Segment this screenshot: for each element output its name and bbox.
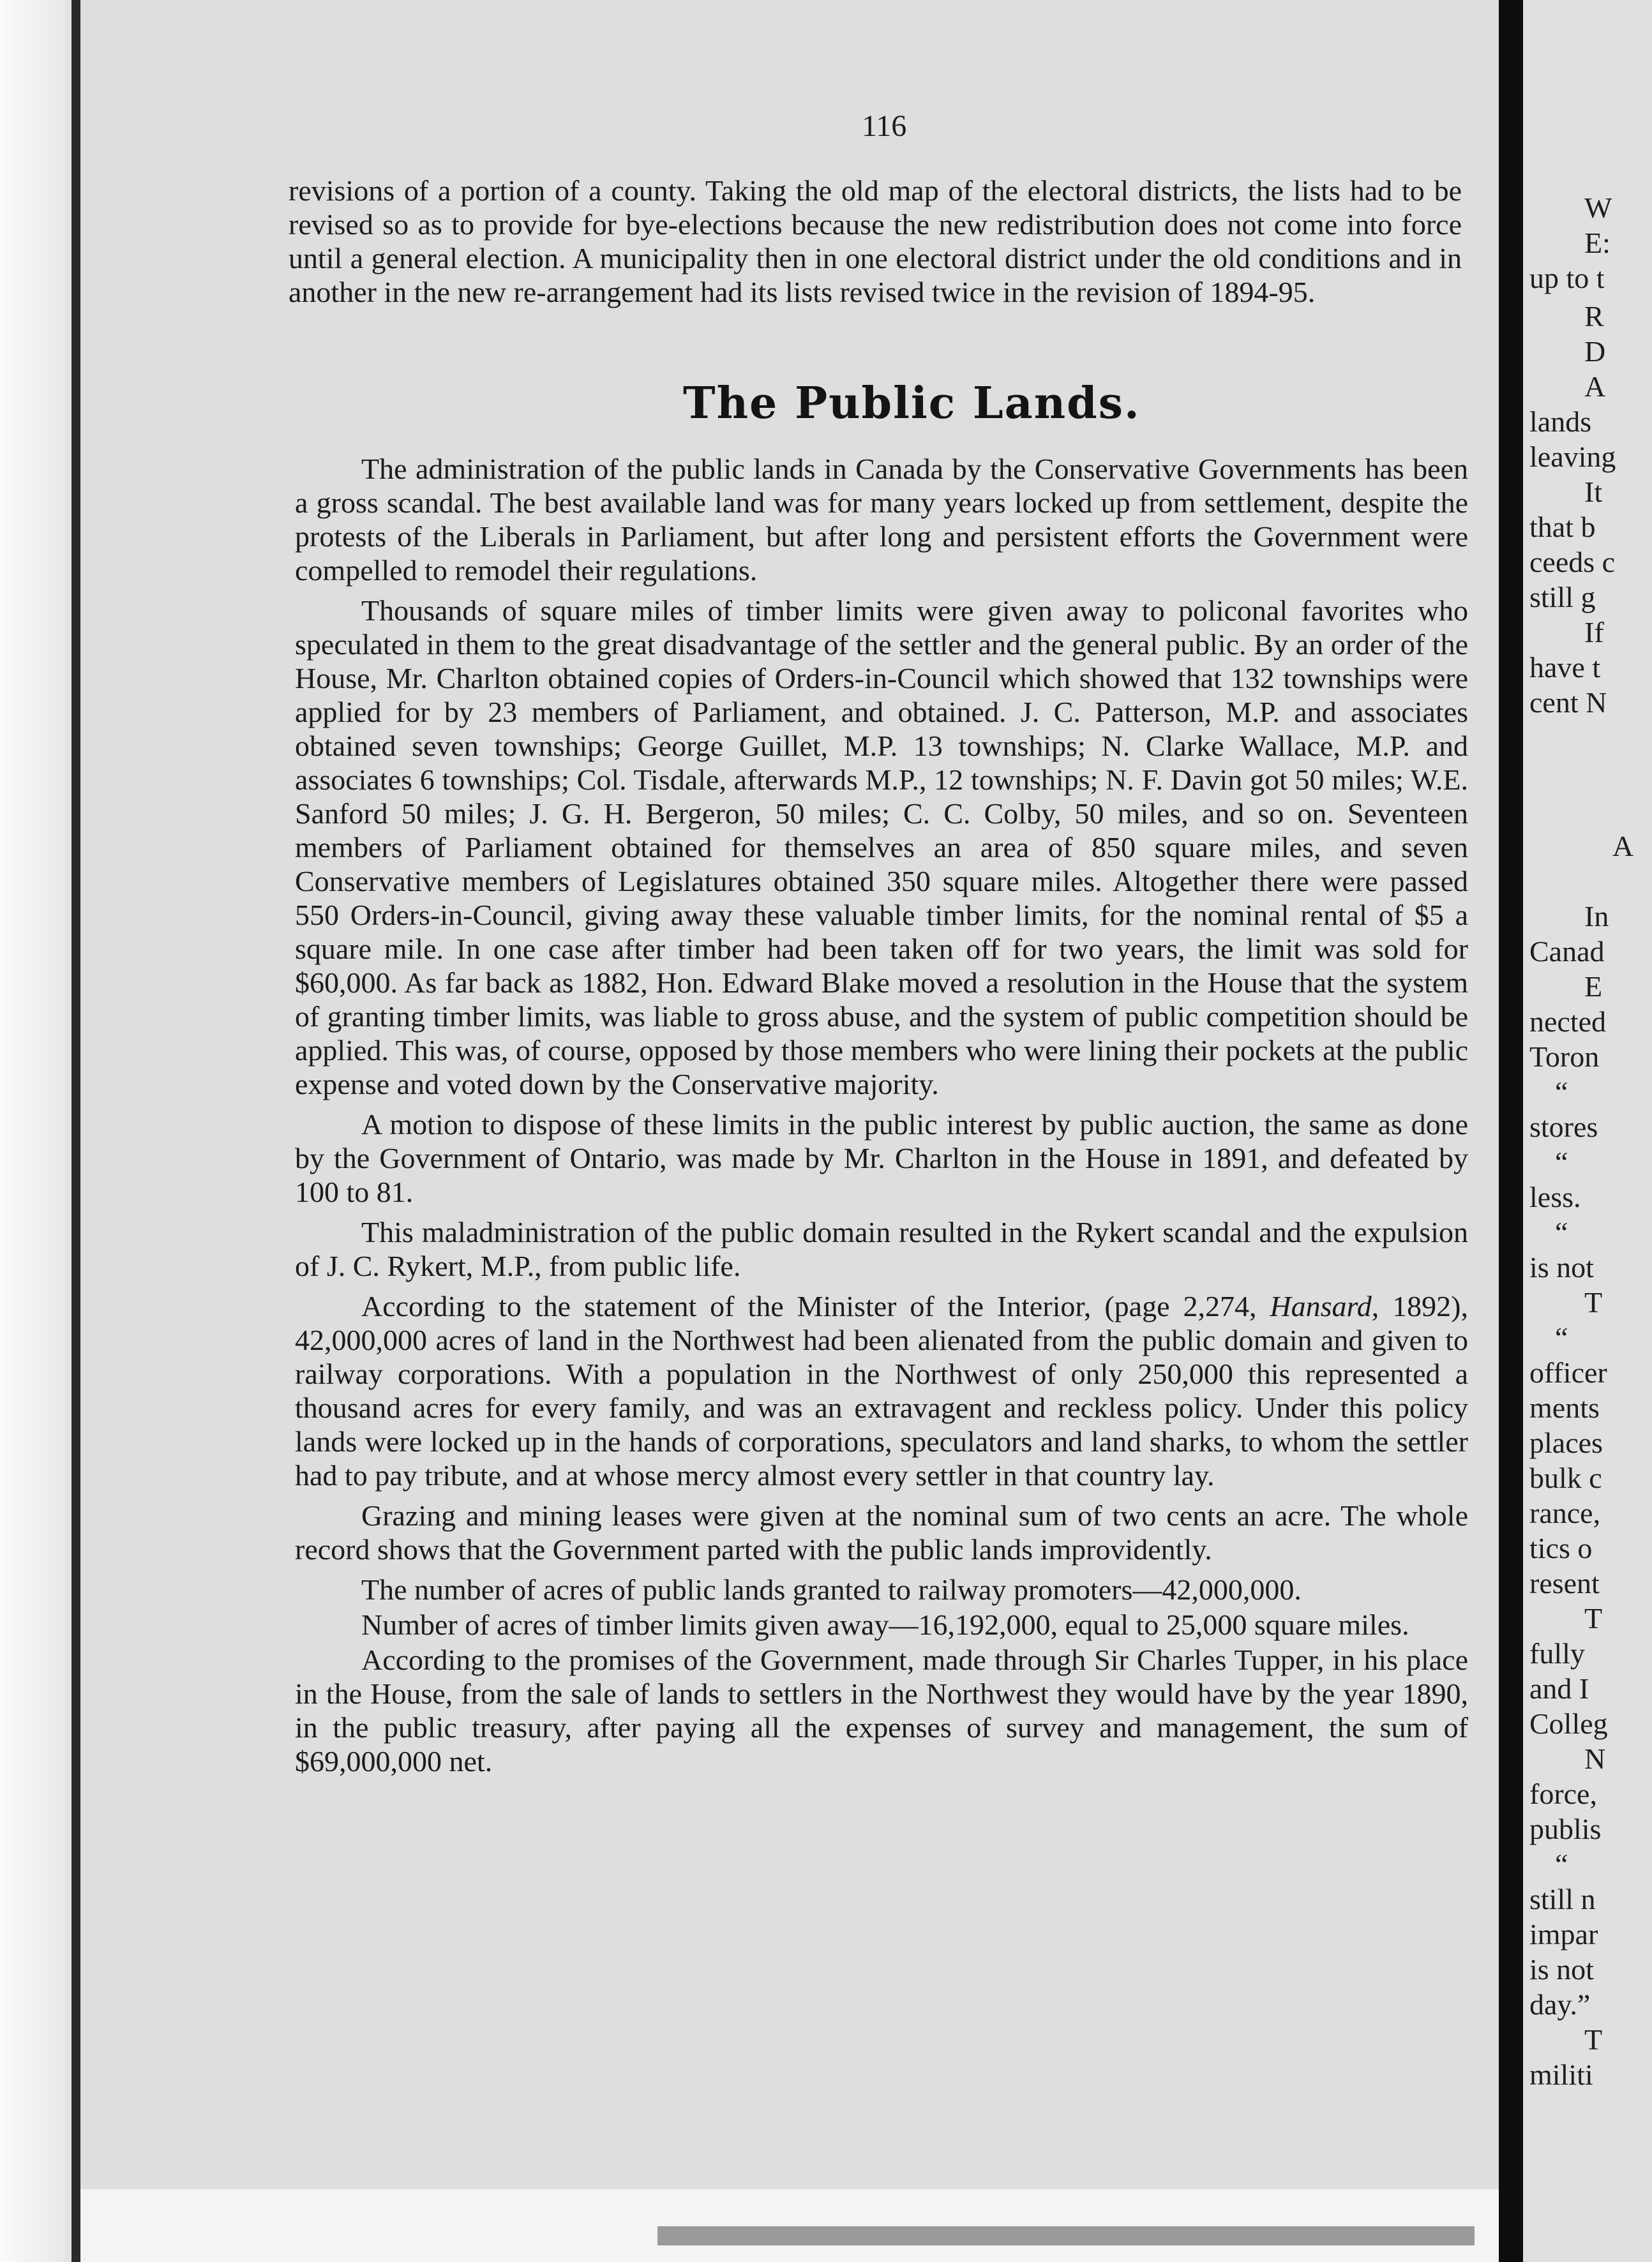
left-binding-shadow <box>71 0 80 2262</box>
right-page-text-fragment: is not <box>1529 1251 1594 1284</box>
right-page-text-fragment: leaving <box>1529 440 1616 473</box>
right-page-text-fragment: “ <box>1555 1216 1568 1248</box>
paragraph: A motion to dispose of these limits in the public interest by public auction, the same as done by the Government of Ontario, was made by Mr. Charlton in the House in 1891, and defeated by 100 to 81. <box>295 1108 1468 1208</box>
right-page-text-fragment: D <box>1584 335 1606 368</box>
center-gutter <box>1499 0 1523 2262</box>
right-page-text-fragment: T <box>1584 1602 1603 1635</box>
right-page-fragment <box>1523 0 1652 2262</box>
right-page-text-fragment: day.” <box>1529 1988 1591 2021</box>
page-number: 116 <box>862 109 907 143</box>
right-page-text-fragment: less. <box>1529 1181 1581 1213</box>
right-page-text-fragment: still g <box>1529 581 1596 613</box>
right-page-text-fragment: N <box>1584 1742 1606 1775</box>
right-page-text-fragment: bulk c <box>1529 1462 1602 1494</box>
right-page-text-fragment: T <box>1584 1286 1603 1319</box>
paragraph: Number of acres of timber limits given away—16,192,000, equal to 25,000 square miles. <box>361 1608 1409 1641</box>
paragraph: The number of acres of public lands granted to railway promoters—42,000,000. <box>361 1573 1302 1606</box>
right-page-text-fragment: ceeds c <box>1529 546 1616 578</box>
right-page-text-fragment: officer <box>1529 1356 1607 1389</box>
paragraph: Grazing and mining leases were given at the nominal sum of two cents an acre. The whole record shows that the Government parted with the public lands improvidently. <box>295 1499 1468 1566</box>
right-page-text-fragment: E: <box>1584 227 1611 259</box>
right-page-text-fragment: A <box>1612 830 1634 862</box>
right-page-text-fragment: If <box>1584 616 1604 648</box>
bottom-margin <box>80 2189 1499 2262</box>
right-page-text-fragment: T <box>1584 2023 1603 2056</box>
right-page-text-fragment: still n <box>1529 1883 1596 1915</box>
right-page-text-fragment: publis <box>1529 1813 1602 1845</box>
paragraph-interior <box>295 1289 1468 1492</box>
right-page-text-fragment: have t <box>1529 651 1601 684</box>
paragraph: Thousands of square miles of timber limits were given away to policonal favorites who speculated in them to the great disadvantage of the settler and the general public. By an order of the House, Mr. Charlton obtained copies of Orders-in-Council which showed that 132 townships were applied for by 23 members of Parliament, and obtained. J. C. Patterson, M.P. and associates obtained seven townships; George Guillet, M.P. 13 townships; N. Clarke Wallace, M.P. and associates 6 townships; Col. Tisdale, afterwards M.P., 12 townships; N. F. Davin got 50 miles; W.E. Sanford 50 miles; J. G. H. Bergeron, 50 miles; C. C. Colby, 50 miles, and so on. Seventeen members of Parliament obtained for themselves an area of 850 square miles, and seven Conservative members of Legislatures obtained 350 square miles. Altogether there were passed 550 Orders-in-Council, giving away these valuable timber limits, for the nominal rental of $5 a square mile. In one case after timber had been taken off for two years, the limit was sold for $60,000. As far back as 1882, Hon. Edward Blake moved a resolution in the House that the system of granting timber limits, was liable to gross abuse, and the system of public competition should be applied. This was, of course, opposed by those members who were lining their pockets at the public expense and voted down by the Conservative majority. <box>295 594 1468 1100</box>
right-page-text-fragment: fully <box>1529 1637 1585 1670</box>
right-page-text-fragment: force, <box>1529 1778 1597 1810</box>
right-page-text-fragment: Toron <box>1529 1040 1600 1073</box>
right-page-text-fragment: “ <box>1555 1146 1568 1178</box>
right-page-text-fragment: “ <box>1555 1848 1568 1880</box>
right-page-text-fragment: In <box>1584 900 1609 933</box>
right-page-text-fragment: E <box>1584 970 1603 1003</box>
intro-text: revisions of a portion of a county. Taking the old map of the electoral districts, the lists had to be revised so as to provide for bye-elections because the new redistribution does not come into force until a general election. A municipality then in one electoral district under the old conditions and in another in the new re-arrangement had its lists revised twice in the revision of 1894-95. <box>289 174 1462 308</box>
right-page-text-fragment: W <box>1584 191 1612 224</box>
right-page-text-fragment: militi <box>1529 2058 1593 2091</box>
right-page-text-fragment: and I <box>1529 1672 1589 1705</box>
interior-text-before: According to the statement of the Minister of the Interior, (page 2,274, <box>361 1290 1270 1322</box>
right-page-text-fragment: nected <box>1529 1005 1607 1038</box>
right-page-text-fragment: that b <box>1529 511 1596 543</box>
right-page-text-fragment: ments <box>1529 1391 1600 1424</box>
paragraph: This maladministration of the public domain resulted in the Rykert scandal and the expulsion of J. C. Rykert, M.P., from public life. <box>295 1216 1468 1282</box>
right-page-text-fragment: Canad <box>1529 935 1605 968</box>
body-text <box>295 452 1468 1779</box>
hansard-italic: Hansard <box>1270 1290 1372 1322</box>
right-page-text-fragment: stores <box>1529 1111 1598 1143</box>
right-page-text-fragment: places <box>1529 1427 1603 1459</box>
right-page-text-fragment: impar <box>1529 1918 1598 1951</box>
paragraph: According to the promises of the Government, made through Sir Charles Tupper, in his place in the House, from the sale of lands to settlers in the Northwest they would have by the year 1890, in the public treasury, after paying all the expenses of survey and management, the sum of $69,000,000 net. <box>295 1644 1468 1778</box>
right-page-text-fragment: It <box>1584 476 1603 508</box>
right-page-text-fragment: Colleg <box>1529 1707 1608 1740</box>
right-page-text-fragment: “ <box>1555 1321 1568 1354</box>
right-page-text-fragment: up to t <box>1529 262 1605 294</box>
interior-text-after: , 1892), 42,000,000 acres of land in the Northwest had been alienated from the public domain and given to railway corporations. With a population in the Northwest of only 250,000 this represented a thousand acres for every family, and was an extravagent and reckless policy. Under this policy lands were locked up in the hands of corporations, speculators and land sharks, to whom the settler had to pay tribute, and at whose mercy almost every settler in that country lay. <box>295 1290 1468 1492</box>
right-page-text-fragment: is not <box>1529 1953 1594 1986</box>
right-page-text-fragment: R <box>1584 300 1604 333</box>
bottom-page-shadow <box>657 2226 1475 2245</box>
right-page-text-fragment: tics o <box>1529 1532 1593 1564</box>
right-page-text-fragment: “ <box>1555 1075 1568 1108</box>
right-page-text-fragment: lands <box>1529 405 1592 438</box>
right-page-text-fragment: rance, <box>1529 1497 1601 1529</box>
right-page-text-fragment: resent <box>1529 1567 1600 1599</box>
section-title: The Public Lands. <box>683 378 1141 429</box>
right-page-text-fragment: A <box>1584 370 1606 403</box>
paragraph: The administration of the public lands in Canada by the Conservative Governments has been a gross scandal. The best available land was for many years locked up from settlement, despite the protests of the Liberals in Parliament, but after long and persistent efforts the Government were compelled to remodel their regulations. <box>295 453 1468 587</box>
intro-paragraph <box>289 174 1462 310</box>
right-page-text-fragment: cent N <box>1529 686 1607 719</box>
